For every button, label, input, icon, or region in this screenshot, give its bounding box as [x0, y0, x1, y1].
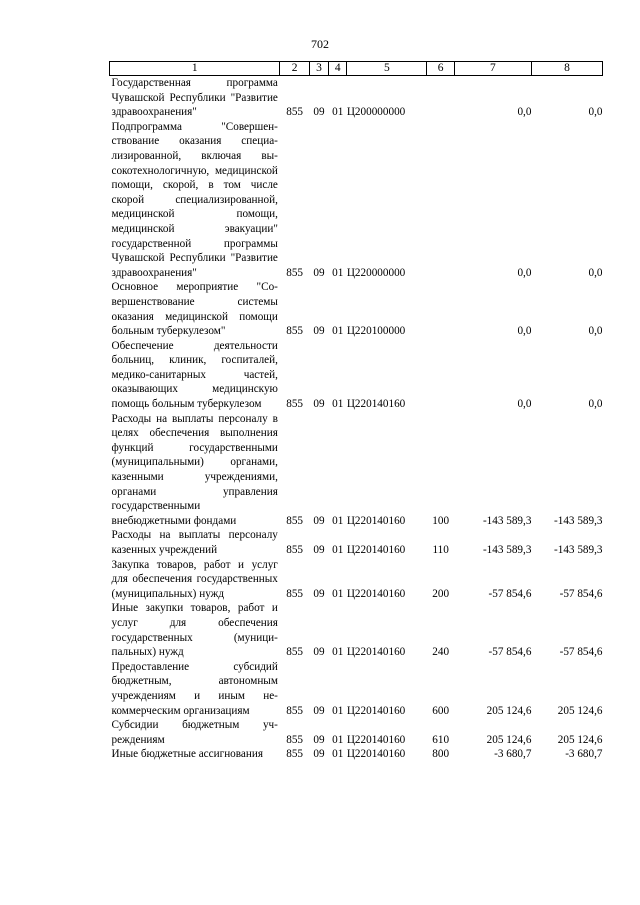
target-article-cell: Ц220140160: [346, 646, 406, 659]
table-row: [110, 747, 603, 762]
subsection-code-cell: 01: [332, 646, 344, 659]
item-name-cell: Закупка товаров, работ и услуг для обеспечения государственных (муниципальных) нужд: [111, 558, 278, 600]
item-name-cell: Иные бюджетные ассигнования: [111, 748, 263, 761]
section-code-cell: 09: [313, 733, 325, 746]
amount-col7-cell: -143 589,3: [482, 514, 532, 527]
header-cell: 3: [309, 62, 328, 76]
header-cell: 8: [531, 62, 602, 76]
amount-col7-cell: 205 124,6: [486, 733, 532, 746]
subsection-code-cell: 01: [332, 733, 344, 746]
amount-col7-cell: 205 124,6: [486, 704, 532, 717]
section-code-cell: 09: [313, 646, 325, 659]
amount-col8-cell: 0,0: [588, 325, 603, 338]
section-code-cell: 09: [313, 325, 325, 338]
subsection-code-cell: 01: [332, 398, 344, 411]
target-article-cell: Ц200000000: [346, 106, 406, 119]
target-article-cell: Ц220100000: [346, 325, 406, 338]
table-row: [110, 528, 603, 557]
header-cell: 5: [347, 62, 427, 76]
table-body: [110, 76, 603, 762]
target-article-cell: Ц220140160: [346, 748, 406, 761]
item-name-cell: Подпрограмма "Совершенствование оказания специализированной, включая высокотехнологичную, медицинской помощи, скорой, в том числе скорой специализированной, медицинской помощи, медицинской эвакуации" государственной программы Чувашской Республики "Развитие здравоохранения": [111, 120, 278, 279]
section-code-cell: 09: [313, 748, 325, 761]
amount-col7-cell: -3 680,7: [494, 748, 532, 761]
amount-col8-cell: -143 589,3: [554, 544, 603, 556]
expense-type-cell: 610: [432, 733, 450, 746]
item-name-cell: Обеспечение деятельности больниц, клиник, госпиталей, медико-санитарных частей, оказывающих медицинскую помощь больным туберкулезом: [111, 339, 278, 411]
expense-type-cell: [427, 339, 454, 412]
header-cell: 7: [454, 62, 531, 76]
subsection-code-cell: 01: [332, 587, 344, 600]
amount-col8-cell: -143 589,3: [554, 514, 603, 527]
ministry-code-cell: 855: [286, 748, 303, 761]
expense-type-cell: [427, 280, 454, 338]
ministry-code-cell: 855: [286, 733, 303, 746]
ministry-code-cell: 855: [286, 544, 303, 556]
table-row: [110, 280, 603, 338]
amount-col7-cell: 0,0: [517, 325, 532, 338]
table-row: [110, 558, 603, 602]
target-article-cell: Ц220140160: [346, 398, 406, 411]
amount-col8-cell: 0,0: [588, 106, 603, 119]
amount-col7-cell: -57 854,6: [488, 646, 532, 659]
item-name-cell: Предоставление субсидий бюджетным, автономным учреждениям и иным некоммерческим организациям: [111, 660, 278, 717]
ministry-code-cell: 855: [286, 398, 303, 411]
expense-type-cell: 800: [432, 748, 450, 761]
amount-col8-cell: 0,0: [588, 266, 603, 279]
amount-col8-cell: 0,0: [588, 398, 603, 411]
header-cell: 4: [329, 62, 347, 76]
ministry-code-cell: 855: [286, 106, 303, 119]
ministry-code-cell: 855: [286, 704, 303, 717]
table-row: [110, 412, 603, 529]
ministry-code-cell: 855: [286, 325, 303, 338]
target-article-cell: Ц220140160: [346, 704, 406, 717]
amount-col7-cell: -57 854,6: [488, 587, 532, 600]
section-code-cell: 09: [313, 544, 325, 556]
item-name-cell: Основное мероприятие "Совершенствование системы оказания медицинской помощи больным туберкулезом": [111, 281, 278, 338]
subsection-code-cell: 01: [332, 266, 344, 279]
ministry-code-cell: 855: [286, 266, 303, 279]
section-code-cell: 09: [313, 514, 325, 527]
amount-col7-cell: 0,0: [517, 266, 532, 279]
section-code-cell: 09: [313, 704, 325, 717]
table-row: [110, 76, 603, 120]
ministry-code-cell: 855: [286, 587, 303, 600]
item-name-cell: Государственная программа Чувашской Республики "Развитие здравоохранения": [111, 77, 278, 119]
amount-col7-cell: 0,0: [517, 106, 532, 119]
table-row: [110, 660, 603, 718]
amount-col8-cell: 205 124,6: [557, 733, 603, 746]
section-code-cell: 09: [313, 398, 325, 411]
amount-col8-cell: 205 124,6: [557, 704, 603, 717]
header-cell: 2: [280, 62, 309, 76]
header-cell: 1: [110, 62, 280, 76]
table-row: [110, 601, 603, 659]
item-name-cell: Иные закупки товаров, работ и услуг для обеспечения государственных (муниципальных) нужд: [111, 602, 278, 659]
page-number: 702: [311, 37, 329, 51]
target-article-cell: Ц220000000: [346, 266, 406, 279]
ministry-code-cell: 855: [286, 514, 303, 527]
table-header-row: [110, 62, 603, 76]
expense-type-cell: 600: [432, 704, 450, 717]
expense-type-cell: [427, 76, 454, 120]
subsection-code-cell: 01: [332, 325, 344, 338]
expense-type-cell: [427, 120, 454, 281]
budget-table: [109, 61, 603, 762]
table-row: [110, 339, 603, 412]
expense-type-cell: 100: [432, 514, 450, 527]
table-row: [110, 120, 603, 281]
amount-col7-cell: 0,0: [517, 398, 532, 411]
section-code-cell: 09: [313, 106, 325, 119]
item-name-cell: Расходы на выплаты персоналу в целях обеспечения выполнения функций государственными (муниципальными) органами, казенными учреждениями, органами управления государственными внебюджетными фондами: [111, 412, 278, 527]
subsection-code-cell: 01: [332, 704, 344, 717]
ministry-code-cell: 855: [286, 646, 303, 659]
amount-col7-cell: -143 589,3: [482, 544, 532, 556]
expense-type-cell: 200: [432, 587, 450, 600]
subsection-code-cell: 01: [332, 514, 344, 527]
item-name-cell: Субсидии бюджетным учреждениям: [111, 719, 278, 746]
subsection-code-cell: 01: [332, 748, 344, 761]
target-article-cell: Ц220140160: [346, 544, 406, 556]
target-article-cell: Ц220140160: [346, 514, 406, 527]
expense-type-cell: 110: [432, 544, 449, 556]
amount-col8-cell: -57 854,6: [559, 646, 603, 659]
target-article-cell: Ц220140160: [346, 587, 406, 600]
subsection-code-cell: 01: [332, 106, 344, 119]
section-code-cell: 09: [313, 266, 325, 279]
subsection-code-cell: 01: [332, 544, 344, 556]
table-row: [110, 718, 603, 747]
amount-col8-cell: -3 680,7: [565, 748, 603, 761]
expense-type-cell: 240: [432, 646, 450, 659]
amount-col8-cell: -57 854,6: [559, 587, 603, 600]
target-article-cell: Ц220140160: [346, 733, 406, 746]
header-cell: 6: [427, 62, 454, 76]
section-code-cell: 09: [313, 587, 325, 600]
item-name-cell: Расходы на выплаты персоналу казенных учреждений: [111, 529, 278, 556]
